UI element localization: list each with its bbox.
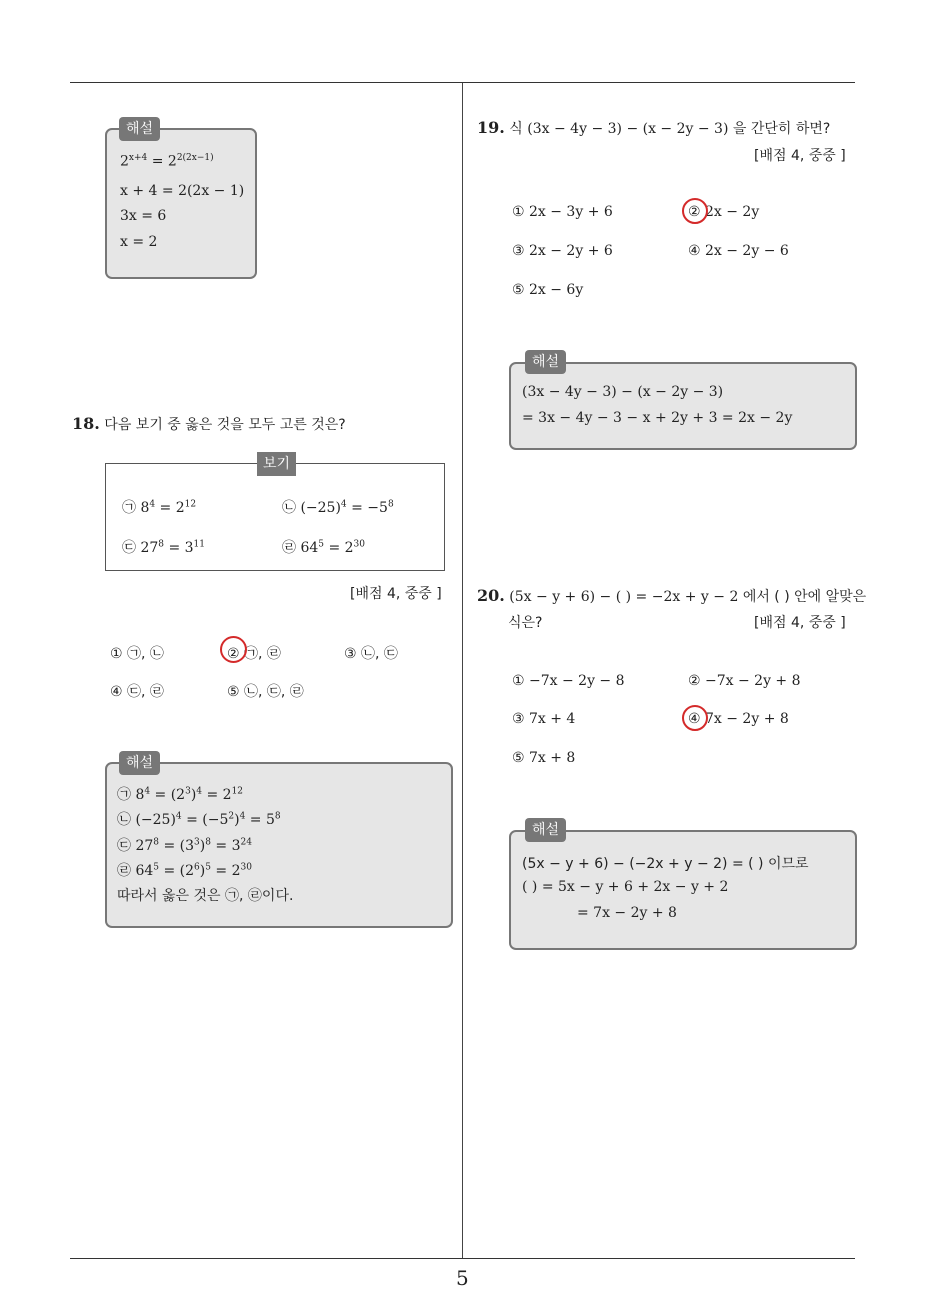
bogi-tag: 보기 [257,452,296,476]
solution-box-q19 [509,362,857,450]
q18-bogi-item-3: ㉢ $27^8 = 3^{11}$ [122,539,205,556]
q20-expression: (5x − y + 6) − ( ) = −2x + y − 2 [509,589,739,605]
q19-text-pre: 식 [509,121,523,137]
q18-solution-conclusion: 따라서 옳은 것은 ㉠, ㉣이다. [117,888,294,904]
q18-option-3[interactable]: ③ ㉡, ㉢ [344,646,398,662]
solution-box-q17 [105,128,257,279]
q19-option-3[interactable]: ③ 2x − 2y + 6 [512,243,613,259]
q18-bogi-item-4: ㉣ $64^5 = 2^{30}$ [282,539,365,556]
solution-tag: 해설 [119,117,160,141]
q20-answer-mark [682,705,708,731]
q19-option-2[interactable]: ② 2x − 2y [688,204,760,220]
q18-option-1[interactable]: ① ㉠, ㉡ [110,646,164,662]
q20-question-line-1 [477,586,866,606]
q20-option-4[interactable]: ④ 7x − 2y + 8 [688,711,789,727]
q20-score: [배점 4, 중중 ] [754,615,846,631]
solution-tag: 해설 [525,350,566,374]
q20-number: 20. [477,586,505,605]
q18-option-5[interactable]: ⑤ ㉡, ㉢, ㉣ [227,684,304,700]
q19-option-5[interactable]: ⑤ 2x − 6y [512,282,584,298]
solution-tag: 해설 [525,818,566,842]
q19-solution-line-2: = 3x − 4y − 3 − x + 2y + 3 = 2x − 2y [522,410,793,426]
q19-number: 19. [477,118,505,137]
q20-option-3[interactable]: ③ 7x + 4 [512,711,576,727]
q20-text: 에서 ( ) 안에 알맞은 [742,589,867,605]
q18-number: 18. [72,414,100,433]
q19-answer-mark [682,198,708,224]
q17-solution-line-1: $2^{x+4} = 2^{2(2x-1)}$ [120,153,214,170]
q19-option-1[interactable]: ① 2x − 3y + 6 [512,204,613,220]
q18-text: 다음 보기 중 옳은 것을 모두 고른 것은? [104,417,346,433]
q20-question-line-2: 식은? [508,615,543,631]
q18-answer-mark [220,636,247,663]
q19-expression: (3x − 4y − 3) − (x − 2y − 3) [527,121,729,137]
q18-option-2[interactable]: ② ㉠, ㉣ [227,646,281,662]
q20-option-2[interactable]: ② −7x − 2y + 8 [688,673,801,689]
q20-solution-line-3: = 7x − 2y + 8 [577,905,677,921]
q17-solution-line-4: x = 2 [120,234,158,250]
q18-option-4[interactable]: ④ ㉢, ㉣ [110,684,164,700]
bottom-rule [70,1258,855,1259]
q18-solution-line-4: ㉣ $64^5 = (2^6)^5 = 2^{30}$ [117,862,252,879]
q18-score: [배점 4, 중중 ] [350,586,442,602]
page-number: 5 [456,1266,469,1290]
q19-solution-line-1: (3x − 4y − 3) − (x − 2y − 3) [522,384,724,400]
q17-solution-line-3: 3x = 6 [120,208,167,224]
q20-solution-line-1: (5x − y + 6) − (−2x + y − 2) = ( ) 이므로 [522,856,809,872]
q20-option-5[interactable]: ⑤ 7x + 8 [512,750,576,766]
q19-question [477,118,830,138]
q18-solution-line-3: ㉢ $27^8 = (3^3)^8 = 3^{24}$ [117,837,252,854]
column-divider [462,83,463,1258]
q19-text-post: 을 간단히 하면? [732,121,831,137]
q19-option-4[interactable]: ④ 2x − 2y − 6 [688,243,789,259]
q17-solution-line-2: x + 4 = 2(2x − 1) [120,183,245,199]
q20-option-1[interactable]: ① −7x − 2y − 8 [512,673,625,689]
q19-score: [배점 4, 중중 ] [754,148,846,164]
q18-solution-line-2: ㉡ $(-25)^4 = (-5^2)^4 = 5^8$ [117,811,281,828]
q20-solution-line-2: ( ) = 5x − y + 6 + 2x − y + 2 [522,879,729,895]
q18-bogi-item-1: ㉠ $8^4 = 2^{12}$ [122,499,197,516]
q18-bogi-item-2: ㉡ $(-25)^4 = -5^8$ [282,499,394,516]
q18-question [72,414,346,434]
solution-tag: 해설 [119,751,160,775]
q18-solution-line-1: ㉠ $8^4 = (2^3)^4 = 2^{12}$ [117,786,244,803]
